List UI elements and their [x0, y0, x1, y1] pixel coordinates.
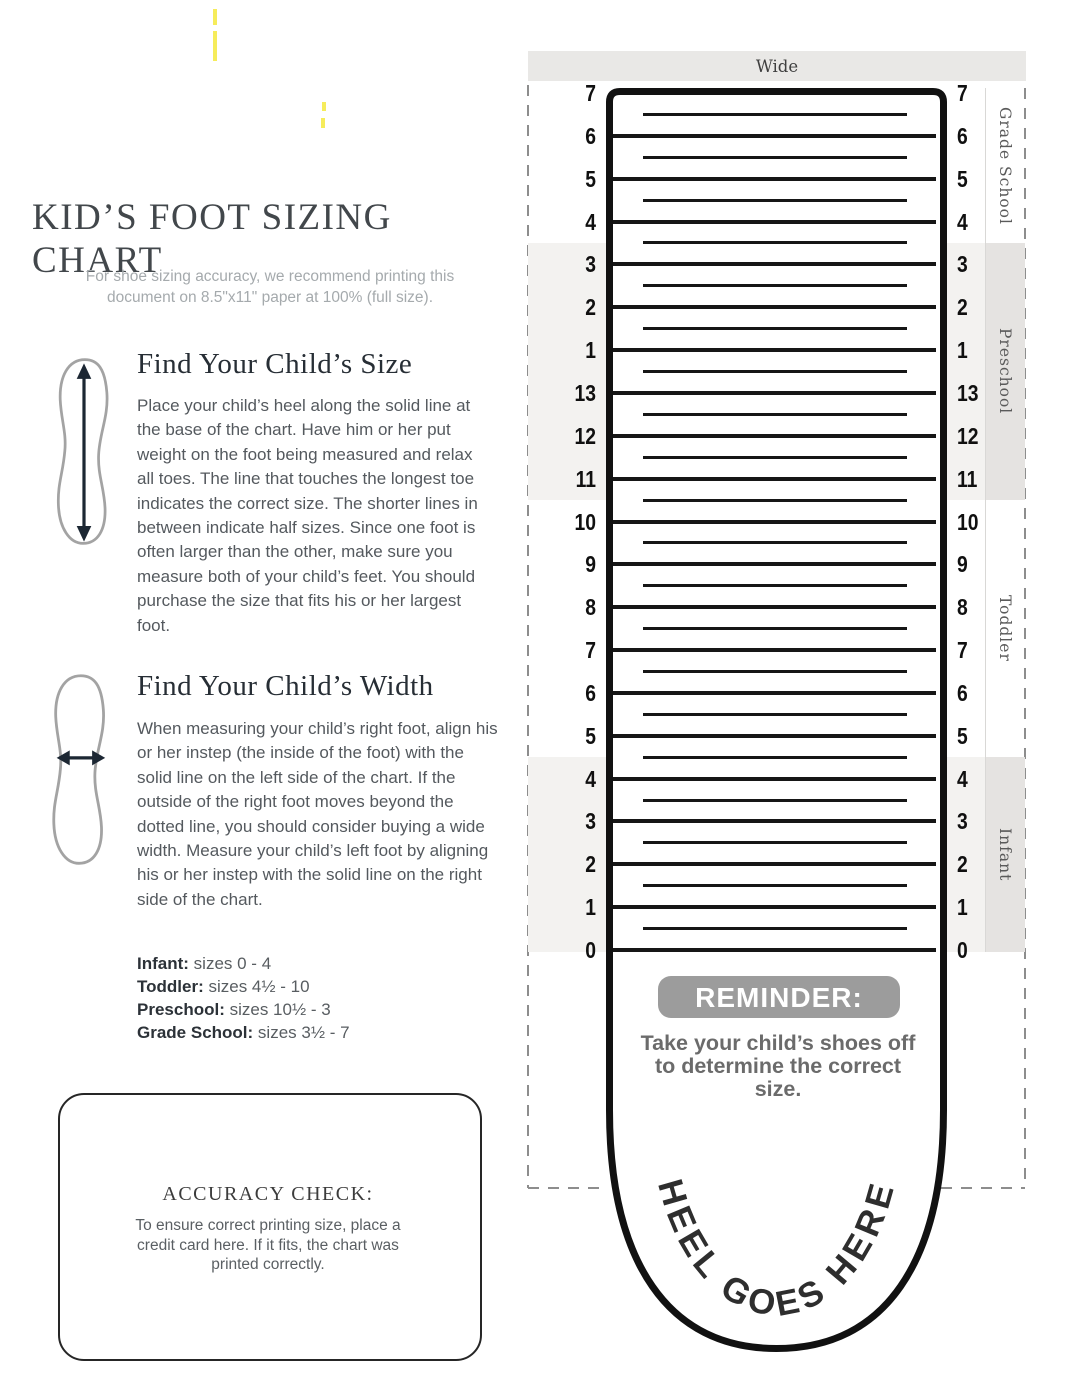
- section-width-heading: Find Your Child’s Width: [137, 670, 434, 702]
- size-number-left: 13: [574, 379, 596, 406]
- size-number-right: 3: [957, 251, 968, 278]
- size-number-right: 8: [957, 594, 968, 621]
- category-label: Grade School: [996, 106, 1014, 225]
- size-number-left: 4: [585, 765, 596, 792]
- size-number-left: 7: [585, 637, 596, 664]
- size-number-right: 5: [957, 722, 968, 749]
- range-label: Grade School:: [137, 1023, 254, 1042]
- section-size-body: Place your child’s heel along the solid line at the base of the chart. Have him or her put weight on the foot being measured and relax all toes. The line that touches the longest toe indicates the correct size. The shorter lines in between indicate half sizes. Since one foot is often larger than the other, make sure you measure both of your child’s feet. You should purchase the size that fits his or her largest foot.: [137, 396, 478, 635]
- size-number-left: 6: [585, 122, 596, 149]
- size-number-left: 6: [585, 679, 596, 706]
- size-number-left: 12: [574, 422, 596, 449]
- range-label: Preschool:: [137, 1000, 225, 1019]
- reminder-text: Take your child’s shoes off to determine the correct size.: [640, 1031, 916, 1101]
- range-value: sizes 10½ - 3: [229, 1000, 331, 1019]
- size-number-right: 2: [957, 294, 968, 321]
- size-number-left: 1: [585, 894, 596, 921]
- size-number-right: 4: [957, 765, 968, 792]
- size-number-left: 3: [585, 251, 596, 278]
- size-number-left: 5: [585, 722, 596, 749]
- size-number-left: 1: [585, 337, 596, 364]
- size-number-right: 3: [957, 808, 968, 835]
- size-number-left: 7: [585, 80, 596, 106]
- size-number-left: 11: [575, 465, 596, 492]
- size-number-right: 9: [957, 551, 968, 578]
- size-number-right: 1: [957, 894, 968, 921]
- accuracy-check-body: To ensure correct printing size, place a credit card here. If it fits, the chart was printed correctly.: [135, 1217, 401, 1273]
- size-number-right: 7: [957, 637, 968, 664]
- heel-goes-here-label: HEEL GOES HERE: [649, 1174, 903, 1325]
- size-number-left: 10: [574, 508, 596, 535]
- size-number-right: 2: [957, 851, 968, 878]
- category-label: Infant: [996, 827, 1014, 882]
- size-number-left: 0: [585, 937, 596, 963]
- page-subtitle: For shoe sizing accuracy, we recommend printing this document on 8.5"x11" paper at 100% (full size).: [85, 268, 455, 306]
- size-number-left: 9: [585, 551, 596, 578]
- accuracy-check-heading: ACCURACY CHECK:: [162, 1183, 374, 1205]
- size-number-right: 12: [957, 422, 979, 449]
- range-value: sizes 3½ - 7: [257, 1023, 350, 1042]
- size-number-right: 10: [957, 508, 979, 535]
- category-label: Toddler: [996, 595, 1014, 663]
- size-number-right: 5: [957, 165, 968, 192]
- size-number-left: 2: [585, 294, 596, 321]
- size-number-right: 4: [957, 208, 968, 235]
- category-label: Preschool: [996, 328, 1014, 415]
- size-number-left: 8: [585, 594, 596, 621]
- page-title: KID’S FOOT SIZING CHART: [32, 197, 392, 281]
- wide-label: Wide: [755, 57, 799, 76]
- range-value: sizes 0 - 4: [193, 954, 272, 973]
- size-number-right: 11: [957, 465, 978, 492]
- range-label: Infant:: [137, 954, 189, 973]
- size-number-right: 6: [957, 679, 968, 706]
- reminder-badge: REMINDER:: [658, 976, 900, 1018]
- size-number-right: 0: [957, 937, 968, 963]
- size-number-right: 7: [957, 80, 968, 106]
- range-label: Toddler:: [137, 977, 204, 996]
- size-number-right: 1: [957, 337, 968, 364]
- size-number-left: 4: [585, 208, 596, 235]
- size-number-right: 13: [957, 379, 979, 406]
- section-size-heading: Find Your Child’s Size: [137, 348, 413, 380]
- size-number-left: 5: [585, 165, 596, 192]
- size-number-right: 6: [957, 122, 968, 149]
- size-number-left: 3: [585, 808, 596, 835]
- size-number-left: 2: [585, 851, 596, 878]
- section-width-body: When measuring your child’s right foot, align his or her instep (the inside of the foot) with the solid line on the left side of the chart. If the outside of the right foot moves beyond the dotted line, you should consider buying a wide width. Measure your child’s left foot by aligning his or her instep with the solid line on the right side of the chart.: [137, 719, 498, 909]
- range-value: sizes 4½ - 10: [208, 977, 310, 996]
